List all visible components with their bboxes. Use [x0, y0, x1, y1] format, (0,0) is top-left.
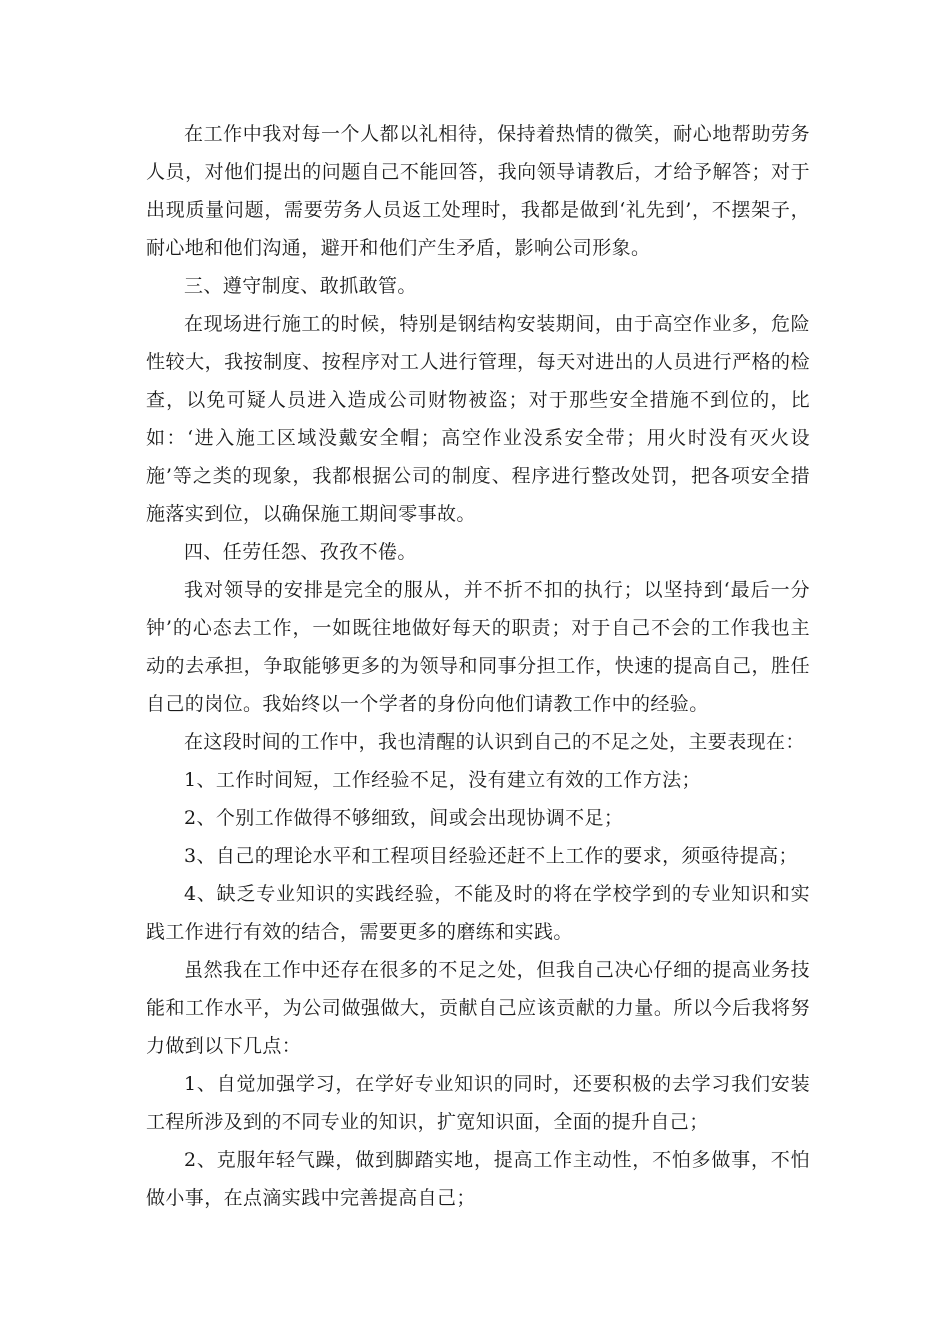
paragraph-plans-intro: 虽然我在工作中还存在很多的不足之处，但我自己决心仔细的提高业务技能和工作水平，为公司做强做大，贡献自己应该贡献的力量。所以今后我将努力做到以下几点： — [146, 959, 810, 1057]
plan-item-1: 1、自觉加强学习，在学好专业知识的同时，还要积极的去学习我们安装工程所涉及到的不同专业的知识，扩宽知识面，全面的提升自己； — [146, 1073, 810, 1133]
paragraph-site-management: 在现场进行施工的时候，特别是钢结构安装期间，由于高空作业多，危险性较大，我按制度、按程序对工人进行管理，每天对进出的人员进行严格的检查，以免可疑人员进入造成公司财物被盗；对于那些安全措施不到位的，比如：‘进入施工区域没戴安全帽；高空作业没系安全带；用火时没有灭火设施’等之类的现象，我都根据公司的制度、程序进行整改处罚，把各项安全措施落实到位，以确保施工期间零事故。 — [146, 313, 810, 525]
heading-section-4: 四、任劳任怨、孜孜不倦。 — [184, 541, 417, 563]
shortcoming-item-3: 3、自己的理论水平和工程项目经验还赶不上工作的要求，须亟待提高； — [184, 845, 798, 867]
shortcoming-item-4: 4、缺乏专业知识的实践经验，不能及时的将在学校学到的专业知识和实践工作进行有效的结合，需要更多的磨练和实践。 — [146, 883, 810, 943]
plan-item-2: 2、克服年轻气躁，做到脚踏实地，提高工作主动性，不怕多做事，不怕做小事，在点滴实践中完善提高自己； — [146, 1149, 810, 1209]
paragraph-shortcomings-intro: 在这段时间的工作中，我也清醒的认识到自己的不足之处，主要表现在： — [184, 731, 805, 753]
paragraph-obedience: 我对领导的安排是完全的服从，并不折不扣的执行；以坚持到‘最后一分钟’的心态去工作，一如既往地做好每天的职责；对于自己不会的工作我也主动的去承担，争取能够更多的为领导和同事分担工作，快速的提高自己，胜任自己的岗位。我始终以一个学者的身份向他们请教工作中的经验。 — [146, 579, 810, 715]
shortcoming-item-1: 1、工作时间短，工作经验不足，没有建立有效的工作方法； — [184, 769, 701, 791]
shortcoming-item-2: 2、个别工作做得不够细致，间或会出现协调不足； — [184, 807, 624, 829]
paragraph-courtesy: 在工作中我对每一个人都以礼相待，保持着热情的微笑，耐心地帮助劳务人员，对他们提出的问题自己不能回答，我向领导请教后，才给予解答；对于出现质量问题，需要劳务人员返工处理时，我都是做到‘礼先到’，不摆架子，耐心地和他们沟通，避开和他们产生矛盾，影响公司形象。 — [146, 123, 810, 259]
heading-section-3: 三、遵守制度、敢抓敢管。 — [184, 275, 417, 297]
document-body — [146, 115, 810, 1217]
